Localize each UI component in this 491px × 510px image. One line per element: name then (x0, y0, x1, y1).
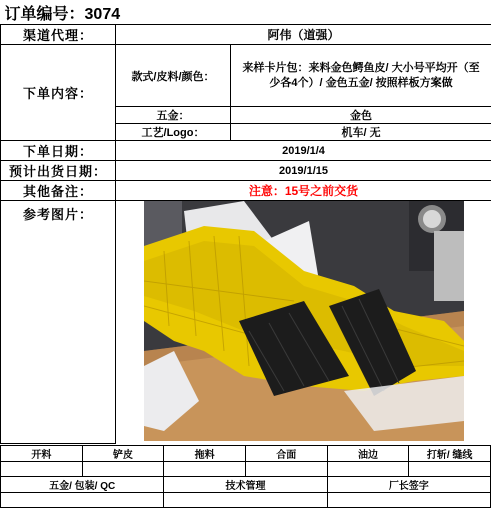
order-title (1, 0, 491, 25)
reference-photo (144, 201, 464, 441)
order-content-label: 下单内容： (1, 45, 116, 141)
process-joining: 合面 (245, 446, 327, 462)
process-edge-oil: 油边 (327, 446, 409, 462)
process-hardware-qc-sign (1, 493, 164, 508)
ship-date-value: 2019/1/15 (116, 161, 491, 181)
process-tech-management: 技术管理 (164, 477, 327, 493)
process-skiving: 铲皮 (82, 446, 164, 462)
channel-label: 渠道代理： (1, 25, 116, 45)
process-edge-oil-sign (327, 462, 409, 477)
style-label: 款式/皮料/颜色： (116, 45, 231, 107)
process-table (0, 445, 491, 508)
order-date-value: 2019/1/4 (116, 141, 491, 161)
order-number-label: 订单编号： (4, 5, 85, 23)
craft-label: 工艺/Logo： (116, 124, 231, 141)
hardware-value: 金色 (231, 107, 491, 124)
hardware-label: 五金： (116, 107, 231, 124)
ship-date-label: 预计出货日期： (1, 161, 116, 181)
channel-value: 阿伟（道强） (116, 25, 491, 45)
process-manager-sign (327, 493, 490, 508)
process-dragging-sign (164, 462, 246, 477)
remarks-label: 其他备注： (1, 181, 116, 201)
reference-image-cell (116, 201, 491, 444)
process-dragging: 拖料 (164, 446, 246, 462)
process-hardware-qc: 五金/ 包装/ QC (1, 477, 164, 493)
process-tech-management-sign (164, 493, 327, 508)
process-cutting: 开料 (1, 446, 83, 462)
reference-label: 参考图片： (1, 201, 116, 444)
order-number-value: 3074 (84, 5, 121, 23)
craft-value: 机车/ 无 (231, 124, 491, 141)
process-stitching: 打斩/ 缝线 (409, 446, 491, 462)
process-skiving-sign (82, 462, 164, 477)
remarks-value: 注意：15号之前交货 (116, 181, 491, 201)
style-value: 来样卡片包：来料金色鳄鱼皮/ 大小号平均开（至少各4个）/ 金色五金/ 按照样板方案做 (231, 45, 491, 107)
process-joining-sign (245, 462, 327, 477)
process-stitching-sign (409, 462, 491, 477)
process-cutting-sign (1, 462, 83, 477)
order-date-label: 下单日期： (1, 141, 116, 161)
process-manager-signature: 厂长签字 (327, 477, 490, 493)
